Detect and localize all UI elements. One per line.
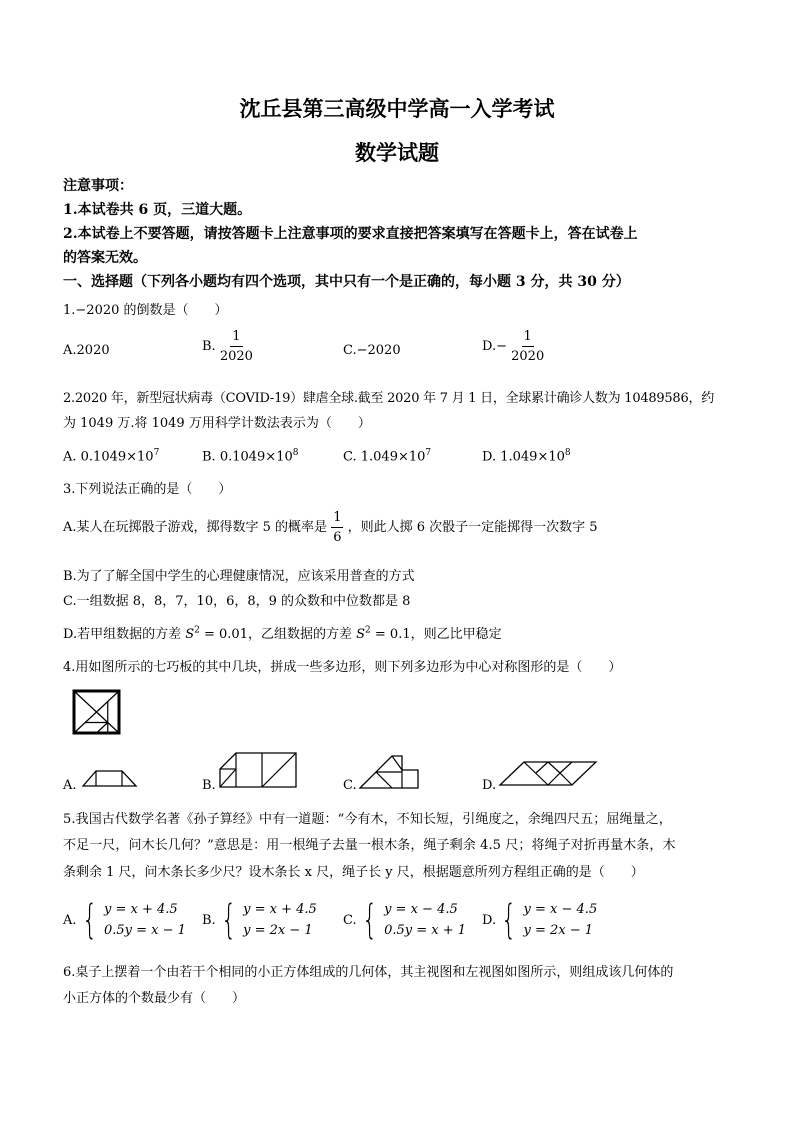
q5-option-a [63, 897, 186, 943]
q5-b-equation-2: y = 2x − 1 [243, 923, 313, 938]
q5-stem-line3: 条剩余 1 尺，问木条长多少尺？设木条长 x 尺，绳子长 y 尺，根据题意所列方程组正确的是（ ） [63, 865, 644, 880]
q4-option-b-label: B. [202, 778, 216, 793]
q5-stem-line1: 5.我国古代数学名著《孙子算经》中有一道题：“今有木，不知长短，引绳度之，余绳四尺五；屈绳量之， [63, 812, 672, 827]
q5-c-label: C. [343, 912, 357, 928]
q3-d-text: D.若甲组数据的方差 [63, 627, 186, 642]
q1-option-b [202, 330, 253, 363]
q3-a-fraction [331, 511, 343, 544]
q1-d-fraction [511, 330, 544, 363]
q5-option-c [343, 897, 467, 943]
q3-d-sup-2: 2 [365, 625, 371, 636]
q5-c-system [343, 897, 467, 943]
q5-a-label: A. [63, 912, 77, 928]
q3-d-variance-symbol-2: S [356, 627, 366, 642]
q3-option-c: C.一组数据 8，8，7，10，6，8，9 的众数和中位数都是 8 [63, 594, 411, 609]
notes-item-2a: 2.本试卷上不要答题，请按答题卡上注意事项的要求直接把答案填写在答题卡上，答在试卷上 [63, 226, 638, 242]
q4-option-a-label: A. [63, 778, 77, 793]
q3-option-d [63, 623, 502, 642]
q5-option-d [482, 897, 598, 943]
q3-a-text-before: A.某人在玩掷骰子游戏，掷得数字 5 的概率是 [63, 520, 328, 535]
tangram-figure [72, 689, 122, 735]
q3-a-text-after: ，则此人掷 6 次骰子一定能掷得一次数字 5 [347, 520, 598, 535]
q5-d-equation-2: y = 2x − 1 [523, 923, 594, 938]
q5-b-system [202, 897, 317, 943]
q5-option-b [202, 897, 317, 943]
q4-option-d-label: D. [482, 778, 497, 793]
exam-subtitle: 数学试题 [355, 140, 439, 165]
q3-d-text-2: = 0.01，乙组数据的方差 [199, 627, 357, 642]
notes-item-1: 1.本试卷共 6 页，三道大题。 [63, 202, 252, 218]
q1-b-denominator: 2020 [219, 349, 253, 364]
brace-icon: { [220, 897, 237, 943]
q2-a-base: A. 0.1049×10 [63, 449, 154, 465]
q1-b-fraction [220, 330, 253, 363]
q5-d-label: D. [482, 912, 497, 928]
q6-stem-line1: 6.桌子上摆着一个由若干个相同的小正方体组成的几何体，其主视图和左视图如图所示，则组成该几何体的 [63, 965, 674, 980]
q5-a-system [63, 897, 186, 943]
q2-c-base: C. 1.049×10 [343, 449, 426, 465]
q5-d-system [482, 897, 598, 943]
q6-stem-line2: 小正方体的个数最少有（ ） [63, 991, 246, 1006]
q2-option-d [482, 448, 571, 464]
q3-d-variance-symbol-1: S [185, 627, 195, 642]
q2-stem-line1: 2.2020 年，新型冠状病毒（COVID-19）肆虐全球.截至 2020 年 7 月 1 日，全球累计确诊人数为 10489586，约 [63, 391, 714, 406]
q5-c-equation-2: 0.5y = x + 1 [384, 923, 467, 938]
q3-d-sup-1: 2 [194, 625, 200, 636]
q5-d-equation-1: y = x − 4.5 [523, 902, 598, 917]
q4-option-c-label: C. [343, 778, 357, 793]
q2-d-base: D. 1.049×10 [482, 449, 565, 465]
q1-stem: 1.−2020 的倒数是（ ） [63, 303, 228, 318]
q5-c-equation-1: y = x − 4.5 [384, 902, 458, 917]
q3-a-denominator: 6 [333, 530, 342, 545]
q1-option-c: C.−2020 [343, 343, 401, 358]
q2-c-exponent: 7 [425, 448, 432, 458]
q2-b-base: B. 0.1049×10 [202, 449, 293, 465]
q3-stem: 3.下列说法正确的是（ ） [63, 482, 232, 497]
q1-d-denominator: 2020 [511, 349, 545, 364]
q2-a-exponent: 7 [153, 448, 160, 458]
brace-icon: { [81, 897, 97, 943]
q5-b-label: B. [202, 912, 216, 928]
q5-a-equation-1: y = x + 4.5 [103, 902, 178, 917]
q5-b-equation-1: y = x + 4.5 [243, 902, 317, 917]
q2-b-exponent: 8 [292, 448, 299, 458]
exam-title: 沈丘县第三高级中学高一入学考试 [239, 96, 555, 121]
brace-icon: { [501, 897, 517, 943]
q2-stem-line2: 为 1049 万.将 1049 万用科学计数法表示为（ ） [63, 416, 371, 431]
q4-option-d-figure [498, 759, 598, 787]
q1-d-label: D.− [482, 339, 507, 354]
q5-a-equation-2: 0.5y = x − 1 [103, 923, 186, 938]
q5-stem-line2: 不足一尺，问木长几何？”意思是：用一根绳子去量一根木条，绳子剩余 4.5 尺；将绳子对折再量木条，木 [63, 838, 676, 853]
q3-option-b: B.为了了解全国中学生的心理健康情况，应该采用普查的方式 [63, 569, 415, 584]
q1-option-d [482, 330, 544, 363]
q3-option-a [63, 511, 598, 544]
q2-option-a [63, 448, 159, 464]
q1-d-numerator: 1 [522, 330, 534, 347]
q1-option-a: A.2020 [63, 343, 110, 358]
q2-option-b [202, 448, 298, 464]
section-heading: 一、选择题（下列各小题均有四个选项，其中只有一个是正确的，每小题 3 分，共 30 分） [63, 274, 630, 290]
q1-b-numerator: 1 [230, 330, 242, 347]
q4-option-b-figure [218, 751, 298, 789]
notes-item-2b: 的答案无效。 [63, 250, 147, 266]
q2-option-c [343, 448, 431, 464]
q4-stem: 4.用如图所示的七巧板的其中几块，拼成一些多边形，则下列多边形为中心对称图形的是（ ） [63, 660, 622, 675]
q2-d-exponent: 8 [564, 448, 571, 458]
notes-heading: 注意事项： [63, 178, 133, 194]
q1-b-label: B. [202, 339, 216, 354]
q3-a-numerator: 1 [331, 511, 343, 528]
q3-d-text-3: = 0.1，则乙比甲稳定 [370, 627, 502, 642]
brace-icon: { [361, 897, 377, 943]
q4-option-a-figure [82, 768, 138, 788]
q4-option-c-figure [358, 752, 420, 790]
